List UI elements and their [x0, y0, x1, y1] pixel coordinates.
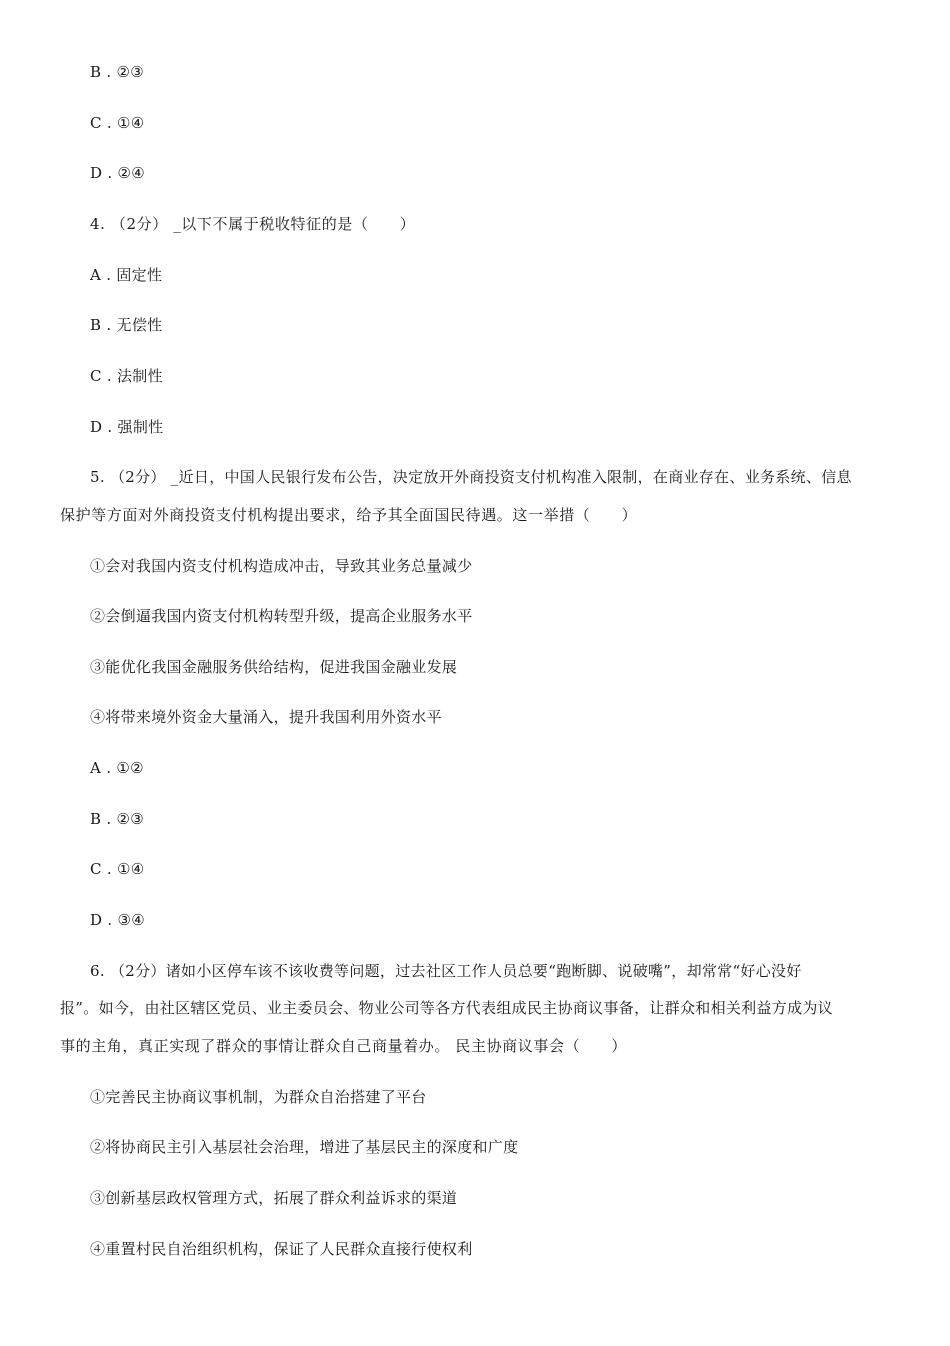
question-6-line-3: 事的主角，真正实现了群众的事情让群众自己商量着办。 民主协商议事会（ ）	[60, 1037, 627, 1055]
q5-option-d[interactable]	[90, 910, 145, 930]
question-6-line-2: 报”。如今，由社区辖区党员、业主委员会、物业公司等各方代表组成民主协商议事备，让群众和相关利益方成为议	[60, 999, 833, 1017]
q6-statement-4: ④重置村民自治组织机构，保证了人民群众直接行使权利	[90, 1240, 473, 1258]
option-label: B .	[90, 810, 117, 828]
option-label: A .	[90, 266, 117, 284]
q4-option-d[interactable]	[90, 417, 163, 437]
q6-statement-2: ②将协商民主引入基层社会治理，增进了基层民主的深度和广度	[90, 1138, 519, 1156]
option-label: D .	[90, 418, 118, 436]
option-text: ②③	[116, 810, 145, 828]
q6-statement-3: ③创新基层政权管理方式，拓展了群众利益诉求的渠道	[90, 1189, 458, 1207]
option-text: 法制性	[116, 367, 163, 385]
q4-option-a[interactable]	[90, 265, 162, 285]
question-5-line-2: 保护等方面对外商投资支付机构提出要求，给予其全面国民待遇。这一举措（ ）	[60, 506, 638, 524]
option-text: ①②	[116, 759, 144, 777]
option-label: D .	[90, 911, 118, 929]
option-text: ①④	[116, 114, 145, 132]
option-label: C .	[90, 860, 117, 878]
q6-statement-1: ①完善民主协商议事机制，为群众自治搭建了平台	[90, 1088, 427, 1106]
q5-statement-4: ④将带来境外资金大量涌入，提升我国利用外资水平	[90, 708, 442, 726]
q5-statement-3: ③能优化我国金融服务供给结构，促进我国金融业发展	[90, 658, 458, 676]
option-d[interactable]	[90, 163, 145, 183]
option-text: ①④	[116, 860, 145, 878]
q5-option-c[interactable]	[90, 859, 144, 879]
option-label: C .	[90, 367, 117, 385]
q5-statement-2: ②会倒逼我国内资支付机构转型升级，提高企业服务水平	[90, 607, 473, 625]
option-c[interactable]	[90, 113, 144, 133]
question-6-line-1: 6. （2分）诸如小区停车该不该收费等问题，过去社区工作人员总要“跑断脚、说破嘴”，却常常“好心没好	[90, 962, 802, 980]
question-5-line-1: 5. （2分） _近日，中国人民银行发布公告，决定放开外商投资支付机构准入限制，在商业存在、业务系统、信息	[90, 468, 852, 486]
option-label: B .	[90, 63, 117, 81]
q4-option-b[interactable]	[90, 315, 162, 335]
q5-statement-1: ①会对我国内资支付机构造成冲击，导致其业务总量减少	[90, 557, 473, 575]
question-4-header: 4. （2分） _以下不属于税收特征的是（ ）	[90, 215, 416, 233]
option-text: 无偿性	[116, 316, 163, 334]
option-label: C .	[90, 114, 117, 132]
option-label: B .	[90, 316, 117, 334]
option-label: D .	[90, 164, 118, 182]
q5-option-b[interactable]	[90, 809, 144, 829]
option-label: A .	[90, 759, 117, 777]
option-text: ②④	[117, 164, 146, 182]
q5-option-a[interactable]	[90, 758, 144, 778]
option-text: 固定性	[116, 266, 163, 284]
option-text: ②③	[116, 63, 145, 81]
option-text: 强制性	[117, 418, 164, 436]
q4-option-c[interactable]	[90, 366, 163, 386]
option-text: ③④	[117, 911, 146, 929]
option-b[interactable]	[90, 62, 144, 82]
